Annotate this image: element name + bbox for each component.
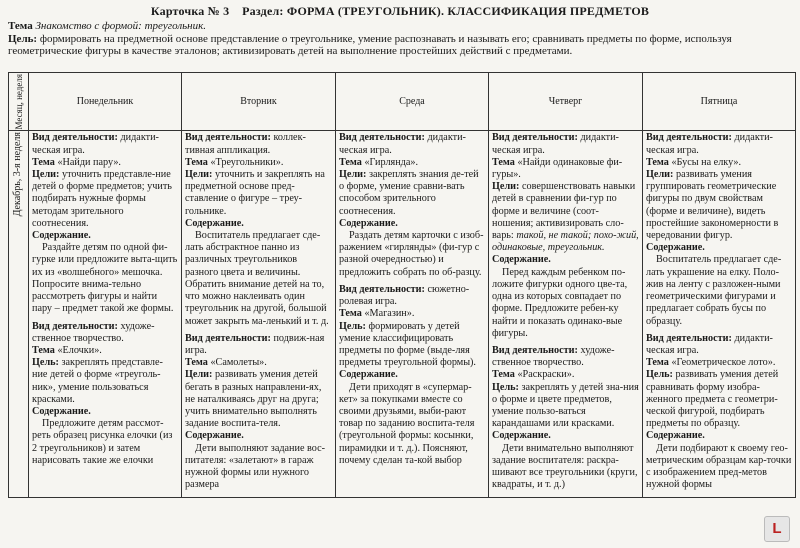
activity-block: [339, 284, 485, 467]
activity-label: Вид деятельности:: [32, 132, 118, 144]
content-label: Содержание.: [646, 242, 705, 254]
day-cell-tuesday: [182, 131, 336, 498]
content-text: Воспитатель предлагает сде-лать абстрактное панно из различных треугольников разного цвета и величины. Обратить внимание детей на то, что можно наклеивать один треугольник на другой, большой может закрыть ма-ленький и т. д.: [185, 230, 329, 327]
content-text: Раздать детям карточки с изоб-ражением «гирлянды» (фи-гур с разной очередностью) и предложить собрать по об-разцу.: [339, 230, 484, 278]
theme-label: Тема: [339, 308, 362, 320]
goal-value: уточнить представле-ние детей о форме предметов; учить подбирать нужные формы методам зрительного соотнесения.: [32, 169, 172, 229]
day-cell-wednesday: [336, 131, 489, 498]
goal-vocabulary: такой, не такой; похо-жий, одинаковые, треугольник.: [492, 230, 639, 254]
activity-block: [32, 321, 178, 467]
theme-label: Тема: [32, 156, 55, 168]
goal-label: Цель:: [492, 381, 519, 393]
content-text: Дети выполняют задание вос-питателя: «залетают» в гараж нужной формы или нужного размера: [185, 442, 326, 491]
card-number: Карточка № 3: [150, 4, 230, 18]
goal-label: Цели:: [339, 169, 367, 181]
period-cell: [9, 131, 29, 498]
activity-value: дидакти-ческая игра.: [32, 132, 159, 156]
corner-header: [9, 73, 29, 131]
goal-value: закреплять знания де-тей о форме, умение сравни-вать способом зрительного соотнесения.: [339, 169, 479, 217]
activity-label: Вид деятельности:: [339, 132, 425, 144]
topic-value: Знакомство с формой: треугольник.: [35, 20, 206, 32]
activity-label: Вид деятельности:: [646, 332, 732, 344]
goal-value: формировать у детей умение классифицировать предметы по форме (выде-ляя предметы треугольной формы).: [339, 320, 476, 369]
table-header-row: [9, 73, 796, 131]
theme-value: «Найди одинаковые фи-гуры».: [492, 156, 623, 181]
theme-label: Тема: [492, 369, 515, 381]
activity-value: дидакти-ческая игра.: [492, 132, 619, 156]
content-text: Раздайте детям по одной фи-гурке или предложите выта-щить их из «волшебного» мешочка. Попросите внима-тельно рассмотреть фигуры и найти пару – предмет такой же формы.: [32, 242, 178, 315]
day-header: Среда: [336, 73, 489, 131]
day-cell-friday: [643, 131, 796, 498]
activity-value: подвиж-ная игра.: [185, 332, 325, 356]
activity-label: Вид деятельности:: [339, 283, 425, 295]
theme-label: Тема: [185, 357, 208, 369]
theme-value: «Треугольники».: [210, 156, 284, 168]
goal-line: [8, 33, 793, 58]
activity-value: художе-ственное творчество.: [492, 344, 615, 369]
goal-label: Цель:: [339, 320, 366, 332]
week-row: [9, 131, 796, 498]
theme-label: Тема: [646, 357, 669, 369]
activity-label: Вид деятельности:: [646, 132, 732, 144]
content-label: Содержание.: [339, 369, 398, 381]
goal-label: Цели:: [185, 369, 213, 381]
activity-label: Вид деятельности:: [32, 320, 118, 332]
theme-value: «Самолеты».: [210, 357, 267, 369]
content-text: Дети внимательно выполняют задание воспитателя: раскра-шивают все треугольники (круги, квадраты, и т. д.): [492, 442, 638, 491]
day-cell-thursday: [489, 131, 643, 498]
day-header: Вторник: [182, 73, 336, 131]
goal-value: формировать на предметной основе представление о треугольнике, умение распознавать и называть его; сравнивать предметы по форме, используя геометрические фигуры в качестве эталонов; активизировать детей на выполнение простейших действий с предметами.: [8, 32, 732, 57]
period-label: Декабрь, 3-я неделя: [12, 132, 24, 217]
topic-label: Тема: [8, 20, 33, 32]
plan-table: [8, 72, 796, 498]
activity-block: [492, 345, 639, 491]
corner-label: Месяц, неделя: [13, 74, 24, 130]
theme-label: Тема: [492, 156, 515, 168]
content-label: Содержание.: [32, 230, 91, 242]
activity-block: [32, 132, 178, 315]
theme-label: Тема: [185, 156, 208, 168]
content-label: Содержание.: [32, 405, 91, 417]
activity-value: коллек-тивная аппликация.: [185, 132, 306, 156]
goal-value: развивать умения детей сравнивать форму изобра-женного предмета с геометри-ческой фигурой, подбирать предметы по образцу.: [646, 369, 779, 430]
topic-line: [8, 20, 793, 33]
theme-value: «Геометрическое лото».: [671, 357, 776, 369]
theme-label: Тема: [646, 156, 669, 168]
goal-value: совершенствовать навыки детей в сравнении фи-гур по форме и величине (соот-ношения; активизировать сло-варь:: [492, 181, 636, 242]
goal-label: Цель:: [32, 357, 59, 369]
activity-block: [646, 333, 792, 492]
day-header: Четверг: [489, 73, 643, 131]
day-header: Понедельник: [29, 73, 182, 131]
activity-label: Вид деятельности:: [492, 132, 578, 144]
activity-block: [185, 333, 332, 492]
card-title: [0, 4, 800, 19]
watermark-logo-icon: L: [764, 516, 790, 542]
goal-label: Цели:: [32, 169, 60, 181]
activity-block: [646, 132, 792, 327]
goal-label: Цель:: [646, 369, 673, 381]
goal-value: закреплять представле-ние детей о форме «треуголь-ник», умение пользоваться красками.: [32, 357, 163, 405]
theme-value: «Раскраски».: [517, 369, 575, 381]
content-label: Содержание.: [339, 217, 398, 229]
activity-label: Вид деятельности:: [492, 344, 578, 356]
theme-value: «Гирлянда».: [364, 156, 419, 168]
goal-label: Цели:: [185, 169, 213, 181]
theme-value: «Бусы на елку».: [671, 156, 742, 168]
activity-value: дидакти-ческая игра.: [646, 132, 773, 156]
theme-value: «Елочки».: [57, 344, 102, 356]
goal-value: развивать умения детей бегать в разных направлени-ях, не наталкиваясь друг на друга; учить внимательно выполнять задание воспита-теля.: [185, 369, 322, 430]
activity-block: [492, 132, 639, 339]
day-cell-monday: [29, 131, 182, 498]
content-label: Содержание.: [492, 254, 551, 266]
activity-value: художе-ственное творчество.: [32, 320, 155, 344]
card-meta: [8, 20, 793, 58]
content-label: Содержание.: [185, 430, 244, 442]
content-text: Перед каждым ребенком по-ложите фигурки одного цве-та, одна из которых совпадает по форме. Предложите ребен-ку найти и показать одинако-вые фигуры.: [492, 266, 628, 339]
activity-label: Вид деятельности:: [185, 132, 271, 144]
activity-block: [339, 132, 485, 278]
activity-block: [185, 132, 332, 327]
section-title: ФОРМА (ТРЕУГОЛЬНИК). КЛАССИФИКАЦИЯ ПРЕДМЕТОВ: [286, 4, 650, 18]
section-label: Раздел:: [242, 4, 284, 18]
activity-value: дидакти-ческая игра.: [646, 332, 773, 356]
activity-label: Вид деятельности:: [185, 332, 271, 344]
content-text: Дети приходят в «супермар-кет» за покупками вместе со своими друзьями, выби-рают товар по заданию воспита-теля (треугольной формы: косынки, пирамидки и т. д.). Поясняют, почему сделан та-кой выбор: [339, 381, 475, 466]
content-text: Воспитатель предлагает сде-лать украшение на елку. Поло-жив на ленту с разложен-ными геометрическими фигурами и предлагает собрать бусы по образцу.: [646, 254, 782, 327]
goal-label: Цель:: [8, 32, 38, 45]
goal-label: Цели:: [646, 169, 674, 181]
theme-label: Тема: [339, 156, 362, 168]
content-text: Предложите детям рассмот-реть образец рисунка елочки (из 2 треугольников) и затем нарисовать такие же елочки: [32, 418, 173, 466]
activity-value: сюжетно-ролевая игра.: [339, 283, 470, 308]
goal-value: закреплять у детей зна-ния о форме и цвете предметов, умение пользо-ваться карандашами или красками.: [492, 381, 639, 430]
content-text: Дети подбирают к своему гео-метрическим образцам кар-точки с изображением пред-метов нужной формы: [646, 442, 792, 491]
content-label: Содержание.: [492, 430, 551, 442]
goal-value: уточнить и закреплять на предметной основе пред-ставление о фигуре – треу-гольнике.: [185, 169, 325, 217]
content-label: Содержание.: [646, 430, 705, 442]
theme-value: «Магазин».: [364, 308, 415, 320]
day-header: Пятница: [643, 73, 796, 131]
theme-value: «Найди пару».: [57, 156, 121, 168]
goal-value: развивать умения группировать геометрические фигуры по двум свойствам (форме и величине), видеть простейшие закономерности в чередовании фигур.: [646, 169, 779, 242]
goal-label: Цели:: [492, 181, 520, 193]
content-label: Содержание.: [185, 217, 244, 229]
activity-value: дидакти-ческая игра.: [339, 132, 466, 156]
theme-label: Тема: [32, 344, 55, 356]
